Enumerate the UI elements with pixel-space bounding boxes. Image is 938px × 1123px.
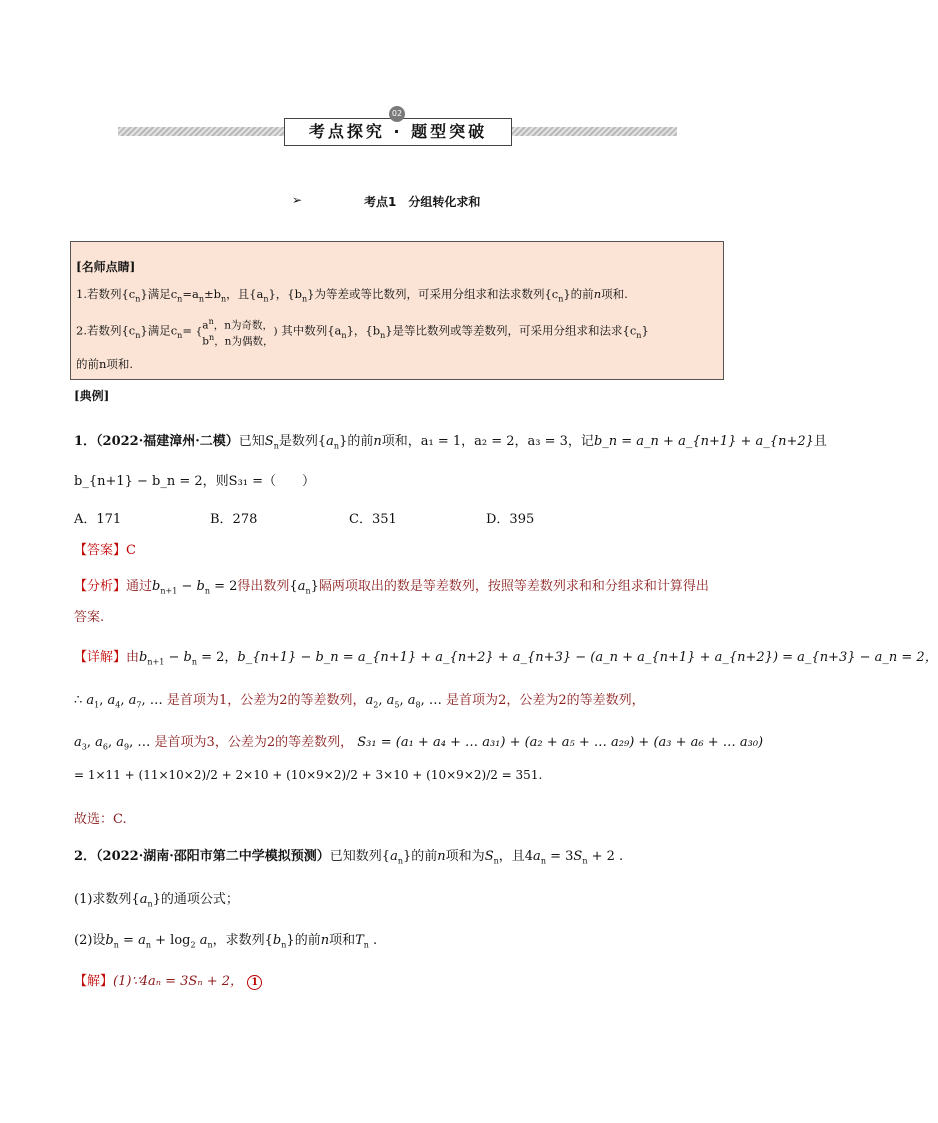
tips-line-3: 的前n项和. [76,357,134,371]
banner-stripe-right [512,127,677,136]
q1-analysis-line-2: 答案. [74,610,105,625]
banner-title: 考点探究 · 题型突破 [284,118,512,146]
q1-calculation: = 1×11 + (11×10×2)/2 + 2×10 + (10×9×2)/2 + 3×10 + (10×9×2)/2 = 351. [74,768,543,782]
q2-part-2: (2)设$b_n = a_n + \log_2 a_n$，求数列$\{b_n\}$的前n项和$T_n$ . [74,933,378,950]
circled-number-icon: 1 [247,975,262,990]
q1-detail-line-3: $a_3$, $a_6$, $a_9$, … 是首项为3，公差为2的等差数列， S₃₁ = (a₁ + a₄ + … a₃₁) + (a₂ + a₅ + … a₂₉) + (a₃ + a₆ + … a₃₀) [74,735,764,752]
tips-heading: [名师点睛] [76,260,136,274]
q1-choice: 故选：C. [74,812,127,827]
q1-analysis-line-1: 【分析】通过$b_{n+1} - b_n = 2$得出数列$\{a_n\}$隔两项取出的数是等差数列，按照等差数列求和和分组求和计算得出 [74,579,709,596]
tips-line-1: 1.若数列$\{c_n\}$满足$c_n=a_n\pm b_n$，且$\{a_n\}$，$\{b_n\}$为等差或等比数列，可采用分组求和法求数列$\{c_n\}$的前n项和. [76,287,628,304]
tips-box [70,241,724,380]
section-title: 考点1 分组转化求和 [364,195,481,209]
q1-detail-line-1: 【详解】由$b_{n+1} - b_n = 2$，b_{n+1} − b_n = a_{n+1} + a_{n+2} + a_{n+3} − (a_n + a_{n+1} + a_{n+2}) = a_{n+3} − a_n = 2， [74,650,938,667]
piecewise-cases: { $a^n$，n为奇数， $b^n$，n为偶数， ) [195,317,278,347]
banner-stripe-left [118,127,284,136]
q2-solution: 【解】(1)∵4aₙ = 3Sₙ + 2， 1 [74,970,262,990]
q1-answer: 【答案】C [74,543,136,558]
banner-badge: 02 [389,106,405,122]
q2-part-1: (1)求数列$\{a_n\}$的通项公式； [74,892,239,909]
q1-option-c: C．351 [349,512,397,527]
q1-line-2: b_{n+1} − b_n = 2，则S₃₁ =（ ） [74,474,316,489]
q1-detail-line-2: ∴ $a_1$, $a_4$, $a_7$, … 是首项为1，公差为2的等差数列，$a_2$, $a_5$, $a_8$, … 是首项为2，公差为2的等差数列， [74,693,645,710]
example-label: [典例] [74,389,110,403]
q1-option-b: B．278 [210,512,258,527]
q2-line-1: 2．（2022·湖南·邵阳市第二中学模拟预测）已知数列$\{a_n\}$的前n项和为$S_n$，且$4a_n = 3S_n + 2$ . [74,849,624,866]
q1-option-d: D．395 [486,512,535,527]
q1-option-a: A．171 [74,512,122,527]
q1-line-1: 1．（2022·福建漳州·二模）已知$S_n$是数列$\{a_n\}$的前n项和，a₁ = 1，a₂ = 2，a₃ = 3，记b_n = a_n + a_{n+1} + a_{n+2}且 [74,434,827,451]
arrow-icon: ➢ [292,193,303,207]
tips-line-2: 2.若数列$\{c_n\}$满足$c_n=$ { $a^n$，n为奇数， $b^n$，n为偶数， ) 其中数列$\{a_n\}$，$\{b_n\}$是等比数列或等差数列，可采用分组求和法求$\{c_n\}$ [76,317,649,347]
